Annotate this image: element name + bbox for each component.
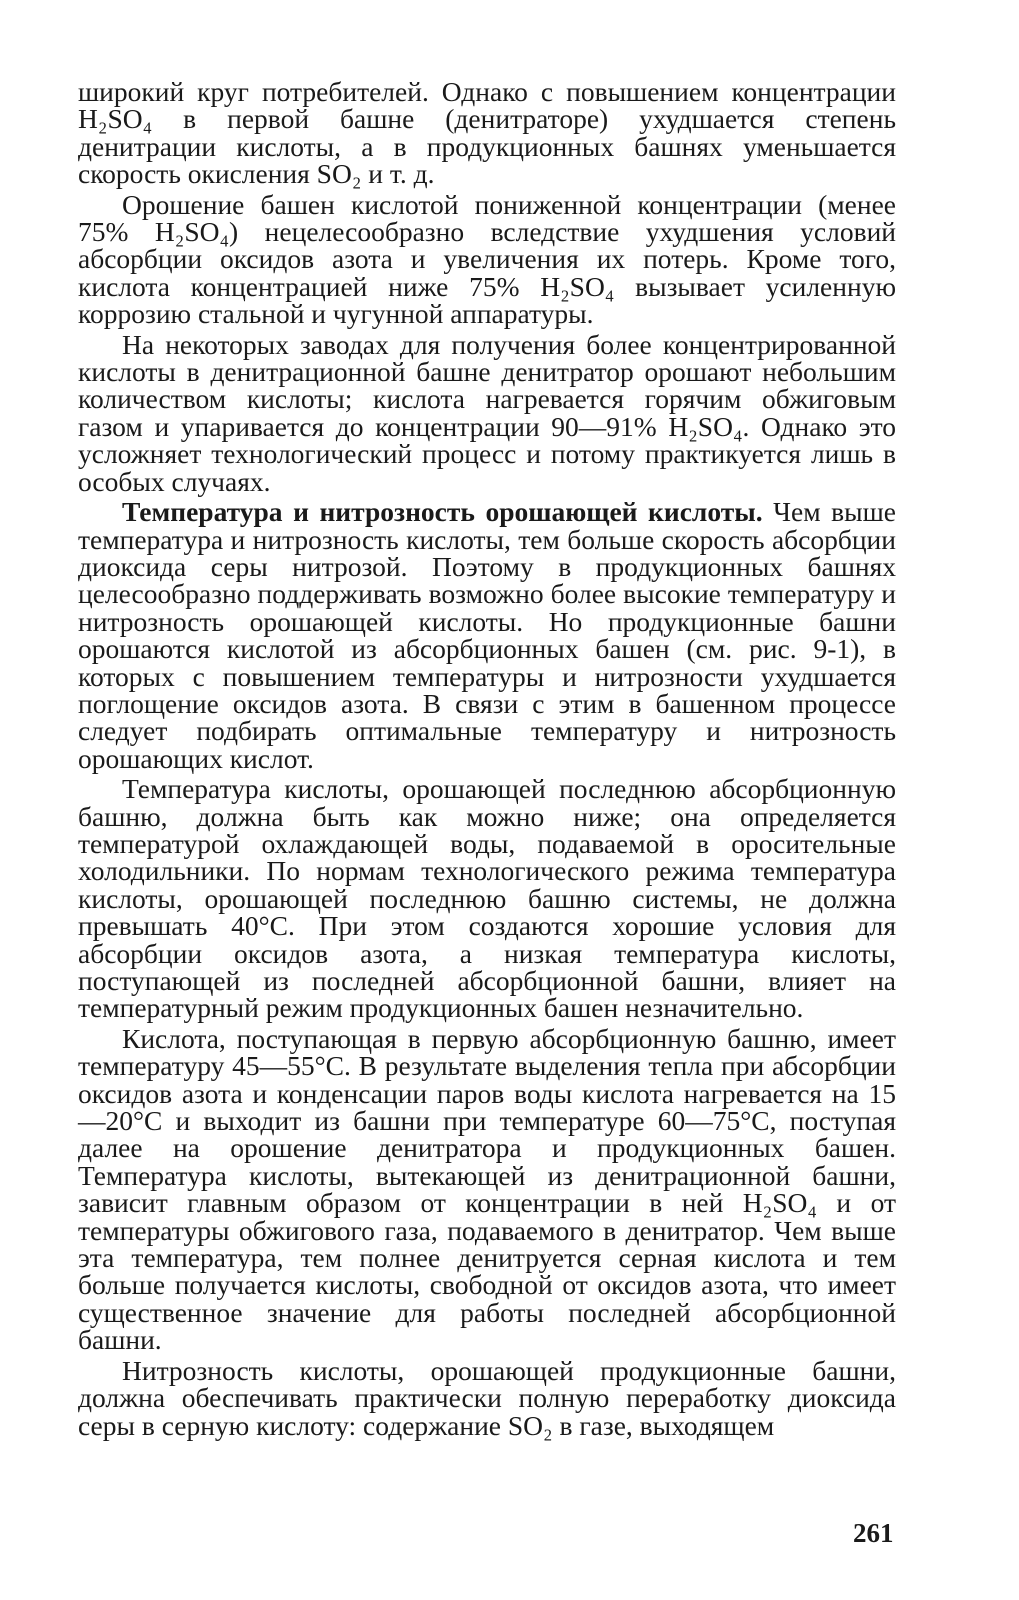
paragraph-2-text: Орошение башен кислотой пониженной концентрации (менее 75% H₂SO₄) нецелесообразно вследствие ухудшения условий абсорбции оксидов азота и увеличения их потерь. Кроме того, кислота концентрацией ниже 75% H₂SO₄ вызывает усиленную коррозию стальной и чугунной аппаратуры. — [78, 188, 896, 330]
paragraph-2 — [78, 188, 896, 330]
paragraph-3-text: На некоторых заводах для получения более концентрированной кислоты в денитрационной башне денитратор орошают небольшим количеством кислоты; кислота нагревается горячим обжиговым газом и упаривается до концентрации 90—91% H₂SO₄. Однако это усложняет технологический процесс и потому практикуется лишь в особых случаях. — [78, 328, 896, 497]
paragraph-4-text: Чем выше температура и нитрозность кислоты, тем больше скорость абсорбции диоксида серы нитрозой. Поэтому в продукционных башнях целесообразно поддерживать возможно более высокие температуру и нитрозность орошающей кислоты. Но продукционные башни орошаются кислотой из абсорбционных башен (см. рис. 9-1), в которых с повышением температуры и нитрозности ухудшается поглощение оксидов азота. В связи с этим в башенном процессе следует подбирать оптимальные температуру и нитрозность орошающих кислот. — [78, 496, 896, 774]
paragraph-7-text: Нитрозность кислоты, орошающей продукционные башни, должна обеспечивать практически полную переработку диоксида серы в серную кислоту: содержание SO₂ в газе, выходящем — [78, 1354, 896, 1441]
paragraph-6 — [78, 1022, 896, 1356]
paragraph-1-text: широкий круг потребителей. Однако с повышением концентрации H₂SO₄ в первой башне (денитраторе) ухудшается степень денитрации кислоты, а в продукционных башнях уменьшается скорость окисления SO₂ и т. д. — [78, 76, 896, 190]
page-body — [78, 78, 896, 1439]
paragraph-5 — [78, 775, 896, 1022]
paragraph-1 — [78, 78, 896, 188]
paragraph-4 — [78, 498, 896, 772]
paragraph-5-text: Температура кислоты, орошающей последнюю абсорбционную башню, должна быть как можно ниже; она определяется температурой охлаждающей воды, подаваемой в оросительные холодильники. По нормам технологического режима температура кислоты, орошающей последнюю башню системы, не должна превышать 40°С. При этом создаются хорошие условия для абсорбции оксидов азота, а низкая температура кислоты, поступающей из последней абсорбционной башни, влияет на температурный режим продукционных башен незначительно. — [78, 773, 896, 1024]
paragraph-7 — [78, 1354, 896, 1441]
page-number: 261 — [853, 1518, 894, 1548]
paragraph-6-text: Кислота, поступающая в первую абсорбционную башню, имеет температуру 45—55°С. В результате выделения тепла при абсорбции оксидов азота и конденсации паров воды кислота нагревается на 15—20°С и выходит из башни при температуре 60—75°С, поступая далее на орошение денитратора и продукционных башен. Температура кислоты, вытекающей из денитрационной башни, зависит главным образом от концентрации в ней H₂SO₄ и от температуры обжигового газа, подаваемого в денитратор. Чем выше эта температура, тем полнее денитруется серная кислота и тем больше получается кислоты, свободной от оксидов азота, что имеет существенное значение для работы последней абсорбционной башни. — [78, 1022, 896, 1356]
paragraph-3 — [78, 328, 896, 497]
paragraph-4-run-in-heading: Температура и нитрозность орошающей кислоты. — [122, 496, 763, 528]
